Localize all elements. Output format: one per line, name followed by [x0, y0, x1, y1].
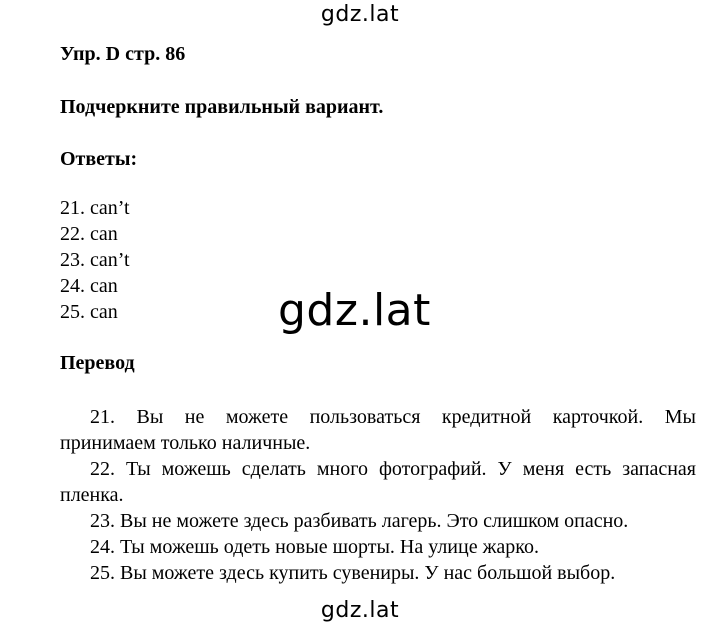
word: 21.: [90, 406, 115, 428]
word: Мы: [664, 406, 696, 428]
translation-24: 24. Ты можешь одеть новые шорты. На улице жарко.: [90, 536, 539, 558]
word: меня: [522, 458, 565, 480]
translation-21-line1: [60, 404, 696, 430]
answers-heading: Ответы:: [60, 148, 138, 170]
word: Вы: [136, 406, 164, 428]
watermark-top: gdz.lat: [320, 2, 400, 27]
answer-item: 21. can’t: [60, 197, 130, 219]
exercise-title: Упр. D стр. 86: [60, 43, 186, 65]
word: карточкой.: [552, 406, 644, 428]
translation-22-line1: [60, 456, 696, 482]
word: есть: [575, 458, 612, 480]
word: пользоваться: [309, 406, 421, 428]
watermark-bottom: gdz.lat: [320, 598, 400, 623]
answer-item: 23. can’t: [60, 249, 130, 271]
translation-body: [60, 404, 696, 586]
word: 22.: [90, 458, 115, 480]
translation-25: 25. Вы можете здесь купить сувениры. У нас большой выбор.: [90, 562, 616, 584]
word: Ты: [125, 458, 151, 480]
word: У: [497, 458, 512, 480]
word: можете: [225, 406, 289, 428]
answer-item: 24. can: [60, 275, 118, 297]
word: можешь: [161, 458, 231, 480]
translation-23: 23. Вы не можете здесь разбивать лагерь. Это слишком опасно.: [90, 510, 629, 532]
translation-heading: Перевод: [60, 352, 135, 374]
word: запасная: [622, 458, 696, 480]
answers-list: [60, 195, 130, 325]
watermark-center: gdz.lat: [278, 285, 431, 336]
translation-21-line2: принимаем только наличные.: [60, 432, 311, 454]
task-instruction: Подчеркните правильный вариант.: [60, 96, 384, 118]
answer-item: 22. can: [60, 223, 118, 245]
word: много: [316, 458, 368, 480]
translation-22-line2: пленка.: [60, 484, 124, 506]
word: фотографий.: [378, 458, 487, 480]
word: сделать: [241, 458, 306, 480]
answer-item: 25. can: [60, 301, 118, 323]
word: не: [184, 406, 205, 428]
word: кредитной: [441, 406, 532, 428]
